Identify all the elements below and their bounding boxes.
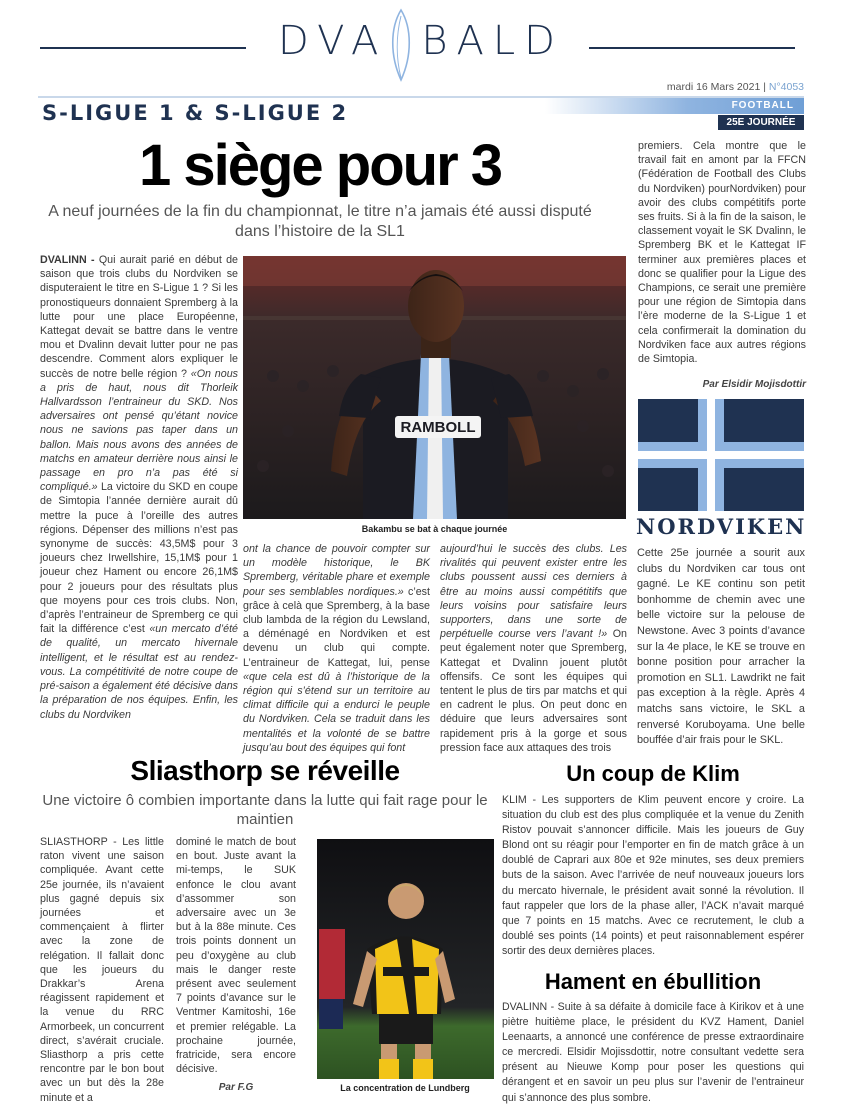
main-column-2 [243,542,430,755]
main-col1-text2: La victoire du SKD en coupe de Simtopia l’année dernière aurait dû mettre la puce à l’oreille des autres régions. Dépenser des millions n’est pas synonyme de succès: 43,5M$ pour 3 joueurs chez Irwellshire, 15,1M$ pour 1 joueur chez Hament ou encore 26,1M$ pour 2 joueurs pour des résultats plus que moyens pour ces trois clubs. Non, d’après l’entraineur de Spremberg ce qui fait la différence c’est [40,481,238,636]
masthead-left: DVA [278,18,388,64]
masthead-right: BALD [421,18,564,64]
main-col3-quote: aujourd’hui le succès des clubs. Les rivalités qui peuvent exister entre les clubs poussent aussi ces derniers à être au moins aussi compétitifs que leurs voisins pour satisfaire leurs supporters, dans une sorte de perpétuelle course vers l’avant !» [440,543,627,641]
main-column-3 [440,542,627,755]
section-title: S-LIGUE 1 & S-LIGUE 2 [42,101,349,125]
nordviken-column [637,546,805,749]
issue-separator: | [760,81,769,93]
lundberg-photo-caption: La concentration de Lundberg [340,1083,470,1093]
bakambu-photo [243,256,626,519]
category-tag: FOOTBALL [545,98,804,114]
main-col2-quote: ont la chance de pouvoir compter sur un modèle historique, le BK Spremberg, véritable phare et exemple pour ses semblables nordiques.» [243,543,430,598]
issue-info [667,81,804,93]
jersey-sponsor-text: RAMBOLL [400,419,476,436]
main-col2-quote2: «que cela est dû à l’historique de la région qui s’étend sur un territoire au climat difficile qui a endurci le peuple du Nordviken. Cela se traduit dans les mentalités et la volonté de se battre jusqu’au bout des équipes qui font [243,670,430,754]
leaf-logo-icon [388,8,414,82]
main-byline: Par Elsidir Mojisdottir [702,379,806,390]
lundberg-photo-drawing [317,839,494,1079]
hament-headline: Hament en ébullition [544,969,762,994]
sliasthorp-col2-text: dominé le match de bout en bout. Juste avant la mi-temps, le SUK enfonce le clou avant d’assommer son adversaire avec un 3e but à la 88e minute. Ces trois points donnent un peu d’oxygène au club mais le danger reste présent avec seulement 7 points d’avance sur le Ventmer Kamitoshi, 16e et premier relégable. La prochaine journée, fratricide, sera encore décisive. [176,836,296,1076]
issue-date: mardi 16 Mars 2021 [666,81,761,93]
main-subheadline: A neuf journées de la fin du championnat, le titre n’a jamais été aussi disputé dans l’histoire de la SL1 [48,203,592,240]
hament-text: DVALINN - Suite à sa défaite à domicile face à Kirikov et à une piètre huitième place, le président du KVZ Hament, Daniel Leenaarts, a annoncé une conférence de presse extraordinaire ce mercredi. Elsidir Mojissdottir, notre consultant vedette sera présent au Nieuwe Komp pour poser les questions qui dérangent et en savoir un peu plus sur l’avenir de l’entraineur qui s’annonce des plus sombre. [502,1001,804,1104]
main-col1-quote2: «un mercato d’été de qualité, un mercato hivernale intelligent, et le résultat est au rendez-vous. La compétitivité de notre coupe de pré-saison a également été décisive dans la préparation de nos équipes. Enfin, les clubs du Nordviken [40,623,238,721]
lundberg-photo [317,839,494,1079]
nordviken-flag-icon [638,399,804,511]
sliasthorp-column-1 [40,835,164,1105]
sliasthorp-byline: Par F.G [218,1082,254,1093]
sliasthorp-subheadline: Une victoire ô combien importante dans la lutte qui fait rage pour le maintien [42,792,488,828]
nordviken-text: Cette 25e journée a sourit aux clubs du Nordviken car tous ont gagné. Le KE continu son petit bonhomme de chemin avec une belle victoire sur la pelouse de Newstone. Avec 3 points d’avance sur la 4e place, le KE se trouve en bonne position pour arracher la promotion en SL1. Lawdrikt ne fait pas exception à la règle. Après 4 matchs sans victoire, le SKL a renversé Koruboyama. Une belle bouffée d’air frais pour le SKL. [637,547,805,747]
masthead [0,18,842,64]
klim-text: KLIM - Les supporters de Klim peuvent encore y croire. La situation du club est des plus compliquée et la venue du Zenith Ristov pouvait s’annoncer difficile. Mais les joueurs de Guy Blond ont su réagir pour l’emporter en fin de match grâce à un doublé de Caprari aux 80e et 92e minutes, ses deux premiers buts de la saison. Avec l’arrivée de neuf nouveaux joueurs lors du mercato hivernale, le président avait sonné la révolution. Il faut rappeler que lors de la phase aller, l’ACK n’avait marqué que 7 points en 15 matchs. Avec ce recrutement, le club a doublé ses points (14 points) et peut raisonnablement espérer sortir des deux dernières places. [502,794,804,957]
bakambu-photo-drawing [243,256,626,519]
bakambu-photo-caption: Bakambu se bat à chaque journée [361,524,508,534]
nordviken-label: NORDVIKEN [636,514,807,539]
main-col4-text: premiers. Cela montre que le travail fait en amont par la FFCN (Fédération de Football des Clubs du Nordviken) pourNordviken) pour avoir des clubs compétitifs porte ses fruits. Si à la fin de la saison, le classement voyait le SK Dvalinn, le Spremberg BK et le Kattegat IF terminer aux premières places et donc se qualifier pour la Ligue des Champions, ce serait une première pour une région de Simtopia dans l’ère moderne de la S-Ligue 1 et cela confirmerait la domination du Nordviken face aux autres régions de Simtopia. [638,140,806,366]
main-column-1 [40,253,238,722]
klim-headline: Un coup de Klim [566,761,740,786]
main-column-4 [638,139,806,366]
round-tag: 25E JOURNÉE [718,115,804,130]
issue-number: N°4053 [768,81,804,93]
main-dateline: DVALINN - [40,254,95,266]
klim-column [502,793,804,959]
sliasthorp-headline: Sliasthorp se réveille [130,755,400,786]
sliasthorp-column-2 [176,835,296,1076]
main-col1-text: Qui aurait parié en début de saison que trois clubs du Nordviken se disputeraient le titre en S-Ligue 1 ? Si les pronostiqueurs donnaient Spremberg à la lutte pour une place Européenne, Kattegat devait se battre dans le ventre mou et Dvalinn devait lutter pour ne pas descendre. Comment alors expliquer le succès de notre belle région ? [40,254,238,380]
main-headline: 1 siège pour 3 [138,133,502,198]
hament-column [502,1000,804,1106]
sliasthorp-col1-text: SLIASTHORP - Les little raton vivent une saison compliquée. Avant cette 25e journée, ils n’avaient plus gagné depuis six journées et commençaient à flirter avec la zone de relégation. Il fallait donc que les joueurs du Drakkar’s Arena réagissent rapidement et la venue du RRC Armorbeek, un concurrent direct, s’avérait cruciale. Sliasthorp a pris cette rencontre par le bon bout avec un but dès la 28e minute et a [40,836,164,1104]
main-col3-text: On peut également noter que Spremberg, Kattegat et Dvalinn jouent plutôt offensifs. Ce sont les équipes qui tentent le plus de tirs par matchs et qui en cadrent le plus. On peut donc en déduire que leurs adversaires sont rapidement pris à la gorge et sous pression face aux attaques des trois [440,628,627,754]
main-col2-text: c’est grâce à celà que Spremberg, à la base club lambda de la région du Lewsland, a déménagé en Nordviken et est devenu un club qui compte. L’entraineur de Kattegat, lui, pense [243,585,430,669]
main-col1-quote: «On nous a pris de haut, nous dit Thorleik Hallvardsson l’entraineur du SKD. Nos adversaires ont pensé qu’étant novice nous ne savions pas taper dans un ballon. Mais nous avons des années de matchs en amateur derrière nous ainsi le passage en pro n’a pas été si compliqué.» [40,367,238,494]
